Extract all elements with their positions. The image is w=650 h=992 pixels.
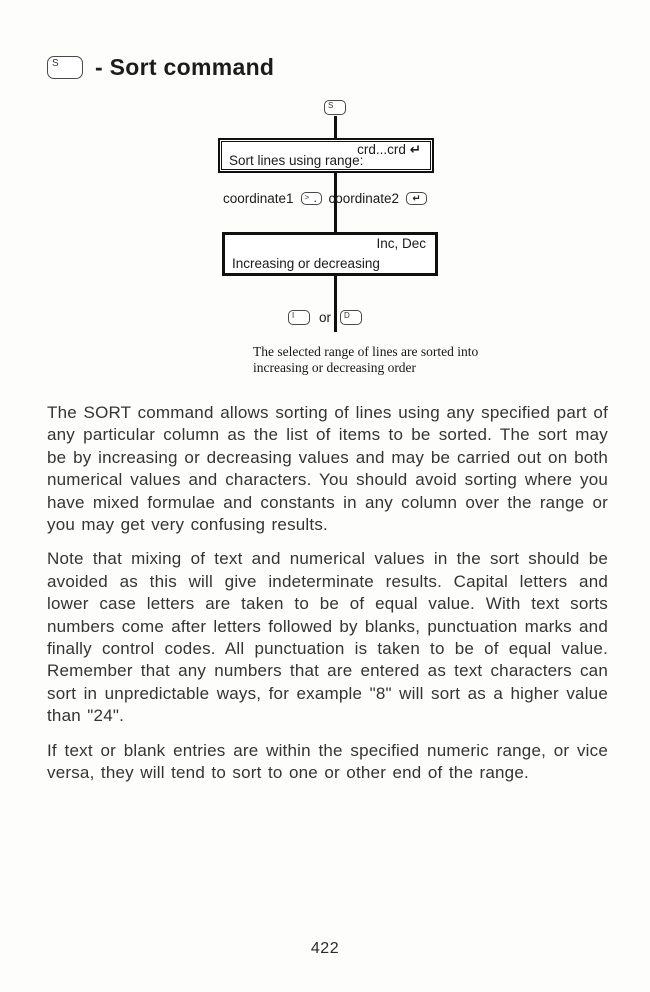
enter-keycap-glyph: ↵ [412, 193, 421, 204]
period-keycap-glyph: . [313, 194, 317, 204]
period-keycap-icon [301, 192, 322, 205]
inc-dec-choice-row [0, 310, 650, 325]
title-text: - Sort command [95, 54, 275, 80]
paragraph-mixing-note: Note that mixing of text and numerical values in the sort should be avoided as this will give indeterminate results. Capital letters and lower case letters are taken to be of equal value. With text sorts numbers come after letters followed by blanks, punctuation marks and finally control codes. All punctuation is taken to be of equal value. Remember that any numbers that are entered as text characters can sort in unpredictable ways, for example "8" will sort as a higher value than "24". [47, 549, 608, 726]
range-prompt-box [218, 138, 434, 173]
page-number: 422 [310, 940, 340, 957]
range-entry-text: crd...crd [357, 142, 406, 157]
s-keycap-letter: S [52, 58, 59, 69]
increase-keycap-letter: I [291, 311, 295, 320]
diagram-caption: The selected range of lines are sorted into increasing or decreasing order [253, 344, 479, 375]
s-keycap-icon [47, 56, 83, 79]
range-prompt-label: Sort lines using range: [229, 153, 364, 168]
top-s-keycap-icon [324, 100, 346, 115]
increase-keycap-icon [288, 310, 310, 325]
enter-keycap-icon [406, 192, 427, 205]
or-label: or [318, 310, 331, 325]
page-title [47, 54, 274, 81]
range-prompt-box-inner [221, 141, 431, 170]
top-s-keycap-letter: S [328, 101, 334, 110]
page-footer [0, 940, 650, 958]
coordinate1-label: coordinate1 [222, 191, 294, 206]
return-symbol-icon: ↵ [409, 142, 421, 158]
period-keycap-shift-glyph: > [304, 193, 310, 202]
direction-prompt-box [222, 232, 438, 276]
sort-command-flow-diagram [0, 95, 650, 400]
decrease-keycap-icon [340, 310, 362, 325]
range-entry-format [357, 142, 421, 158]
coordinate-params-row [0, 191, 650, 206]
decrease-keycap-letter: D [344, 311, 350, 320]
direction-entry-format: Inc, Dec [376, 236, 426, 251]
coordinate2-label: coordinate2 [328, 191, 400, 206]
paragraph-sort-overview: The SORT command allows sorting of lines using any specified part of any particular column as the list of items to be sorted. The sort may be by increasing or decreasing values and may be carried out on both numerical values and characters. You should avoid sorting where you have mixed formulae and constants in any column over the range or you may get very confusing results. [47, 403, 608, 535]
paragraph-blank-entries: If text or blank entries are within the specified numeric range, or vice versa, they will tend to sort to one or other end of the range. [47, 740, 608, 783]
direction-prompt-label: Increasing or decreasing [232, 256, 380, 271]
body-text [47, 402, 608, 797]
connector-line-1 [334, 116, 337, 139]
